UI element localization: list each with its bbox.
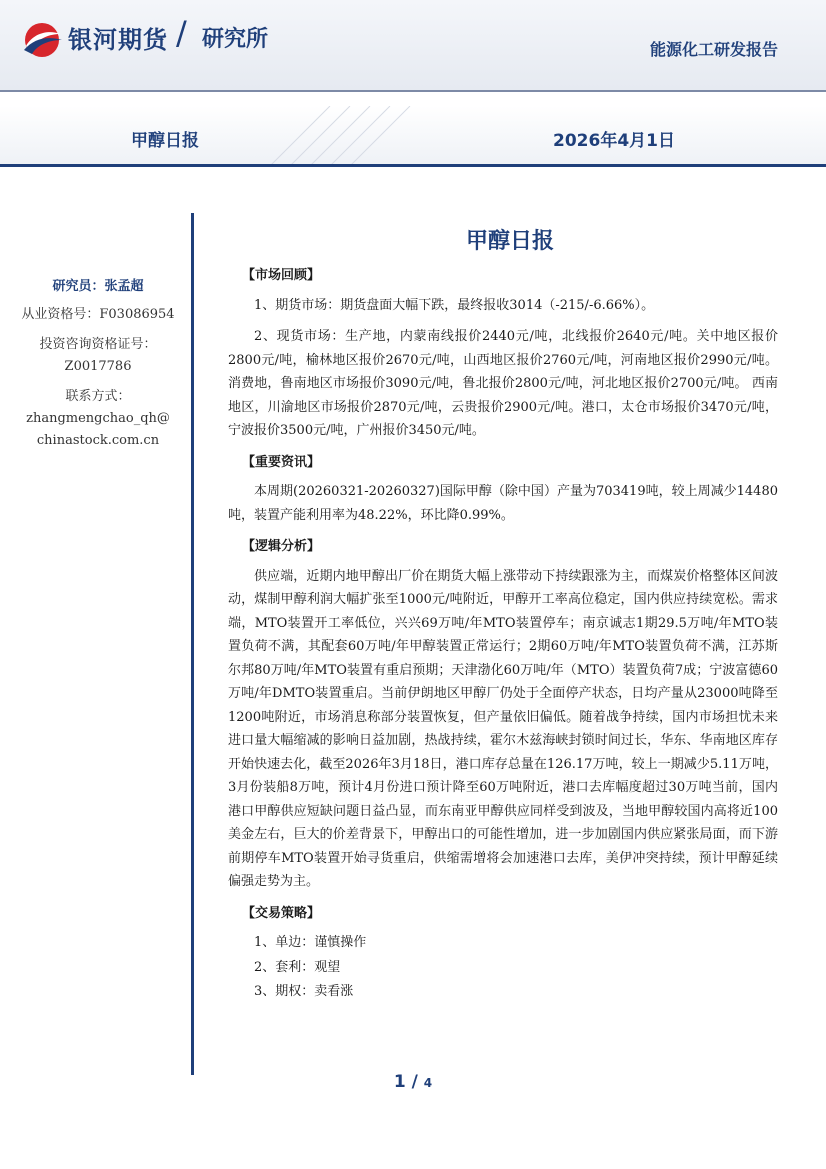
- document-body: [228, 262, 778, 1005]
- strategy-item: 2、套利：观望: [254, 959, 341, 975]
- galaxy-logo-icon: [20, 20, 64, 60]
- current-page: 1: [393, 1072, 406, 1092]
- logo-slash: /: [176, 14, 187, 52]
- section-heading-strategy: 【交易策略】: [242, 905, 321, 921]
- qualification-number: 从业资格号：F03086954: [21, 307, 175, 322]
- consult-number: Z0017786: [64, 359, 132, 374]
- contact-label: 联系方式：: [65, 389, 131, 404]
- total-pages: 4: [423, 1076, 433, 1090]
- decorative-lines-icon: [250, 106, 450, 166]
- analyst-sidebar: [10, 276, 186, 452]
- section-heading-logic: 【逻辑分析】: [242, 539, 321, 554]
- strategy-item: 3、期权：卖看涨: [254, 984, 354, 999]
- contact-email-line1: zhangmengchao_qh@: [26, 411, 170, 426]
- column-divider: [191, 213, 194, 1075]
- futures-market-paragraph: 1、期货市场：期货盘面大幅下跌，最终报收3014（-215/-6.66%）。: [254, 297, 655, 313]
- strategy-item: 1、单边：谨慎操作: [254, 935, 367, 950]
- report-title: 甲醇日报: [131, 131, 199, 151]
- analyst-name: 研究员：张孟超: [52, 279, 144, 294]
- section-heading-market-review: 【市场回顾】: [242, 268, 321, 283]
- document-title: 甲醇日报: [465, 229, 554, 254]
- department-name: 研究所: [202, 27, 269, 52]
- subheader-band: [0, 106, 826, 166]
- report-category: 能源化工研发报告: [649, 40, 778, 59]
- subheader-divider: [0, 164, 826, 167]
- page-number: [0, 1072, 826, 1092]
- logo-text: 银河期货: [68, 26, 168, 54]
- key-news-paragraph: 本周期(20260321-20260327)国际甲醇（除中国）产量为703419吨，较上周减少14480吨，装置产能利用率为48.22%，环比降0.99%。: [228, 484, 778, 523]
- contact-email-line2: chinastock.com.cn: [36, 433, 160, 448]
- consult-label: 投资咨询资格证号：: [39, 337, 157, 352]
- page-separator: /: [411, 1072, 418, 1092]
- header-divider: [0, 90, 826, 92]
- report-date: 2026年4月1日: [553, 131, 675, 151]
- logic-paragraph: 供应端，近期内地甲醇出厂价在期货大幅上涨带动下持续跟涨为主，而煤炭价格整体区间波动，煤制甲醇利润大幅扩张至1000元/吨附近，甲醇开工率高位稳定，国内供应持续宽松。需求端，MTO装置开工率低位，兴兴69万吨/年MTO装置停车；南京诚志1期29.5万吨/年MTO装置负荷不满，其配套60万吨/年甲醇装置正常运行；2期60万吨/年MTO装置负荷不满，江苏斯尔邦80万吨/年MTO装置有重启预期；天津渤化60万吨/年（MTO）装置负荷7成；宁波富德60万吨/年DMTO装置重启。当前伊朗地区甲醇厂仍处于全面停产状态，日均产量从23000吨降至1200吨附近，市场消息称部分装置恢复，但产量依旧偏低。随着战争持续，国内市场担忧未来进口量大幅缩减的影响日益加剧，热战持续，霍尔木兹海峡封锁时间过长，华东、华南地区库存开始快速去化，截至2026年3月18日，港口库存总量在126.17万吨，较上一期减少5.11万吨，3月份装船8万吨，预计4月份进口预计降至60万吨附近，港口去库幅度超过30万吨当前，国内港口甲醇供应短缺问题日益凸显，而东南亚甲醇供应同样受到波及，当地甲醇较国内高将近100美金左右，巨大的价差背景下，甲醇出口的可能性增加，进一步加剧国内供应紧张局面，而下游前期停车MTO装置开始寻货重启，供缩需增将会加速港口去库，美伊冲突持续，预计甲醇延续偏强走势为主。: [228, 568, 778, 889]
- spot-market-paragraph: 2、现货市场：生产地，内蒙南线报价2440元/吨，北线报价2640元/吨。关中地区报价2800元/吨，榆林地区报价2670元/吨，山西地区报价2760元/吨，河南地区报价2990元/吨。消费地，鲁南地区市场报价3090元/吨，鲁北报价2800元/吨，河北地区报价2700元/吨。 西南地区，川渝地区市场报价2870元/吨，云贵报价2900元/吨。港口，太仓市场报价3470元/吨，宁波报价3500元/吨，广州报价3450元/吨。: [228, 329, 778, 438]
- section-heading-key-news: 【重要资讯】: [242, 454, 321, 470]
